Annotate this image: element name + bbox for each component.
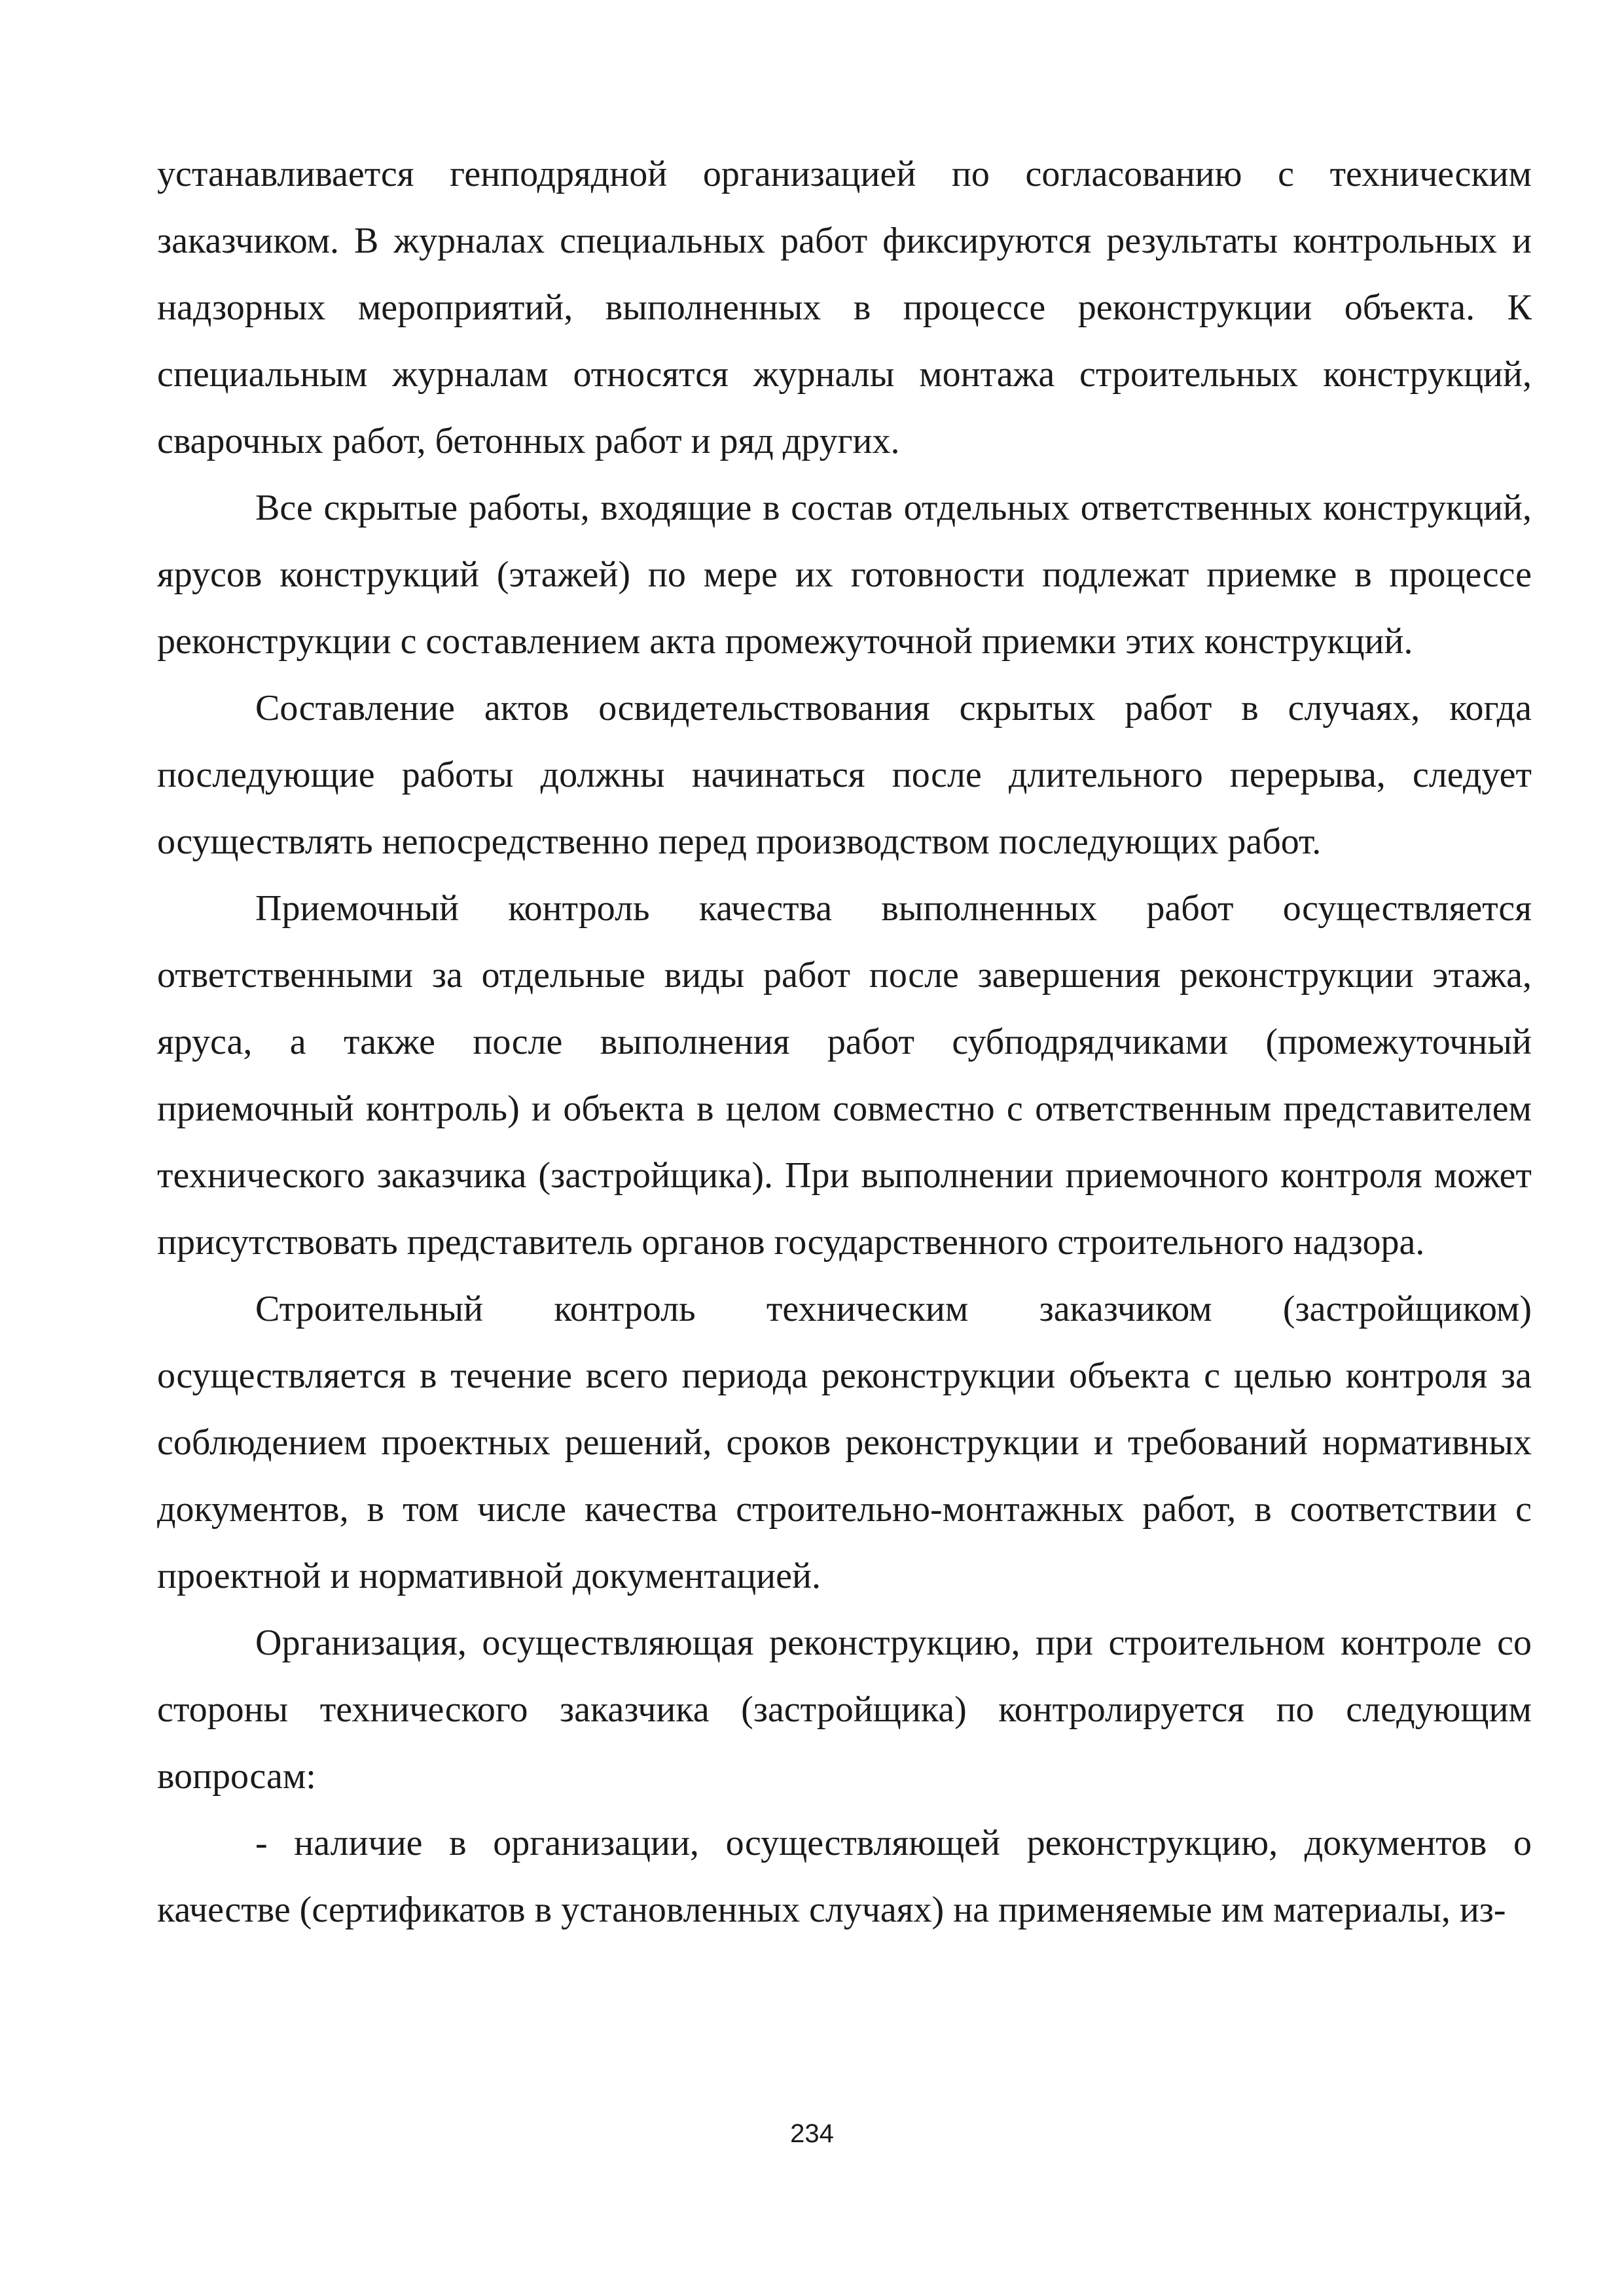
paragraph: Все скрытые работы, входящие в состав отдельных ответственных конструкций, ярусов конструкций (этажей) по мере их готовности подлежат приемке в процессе реконструкции с составлением акта промежуточной приемки этих конструкций. <box>157 488 1532 662</box>
paragraph: - наличие в организации, осуществляющей реконструкцию, документов о качестве (сертификатов в установленных случаях) на применяемые им материалы, из- <box>157 1823 1532 1930</box>
page-number: 234 <box>790 2119 834 2148</box>
paragraph: Строительный контроль техническим заказчиком (застройщиком) осуществляется в течение всего периода реконструкции объекта с целью контроля за соблюдением проектных решений, сроков реконструкции и требований нормативных документов, в том числе качества строительно-монтажных работ, в соответствии с проектной и нормативной документацией. <box>157 1289 1532 1596</box>
document-body <box>157 141 1532 1943</box>
paragraph: устанавливается генподрядной организацией по согласованию с техническим заказчиком. В журналах специальных работ фиксируются результаты контрольных и надзорных мероприятий, выполненных в процессе реконструкции объекта. К специальным журналам относятся журналы монтажа строительных конструкций, сварочных работ, бетонных работ и ряд других. <box>157 154 1532 461</box>
paragraph: Составление актов освидетельствования скрытых работ в случаях, когда последующие работы должны начинаться после длительного перерыва, следует осуществлять непосредственно перед производством последующих работ. <box>157 688 1532 862</box>
paragraph: Приемочный контроль качества выполненных работ осуществляется ответственными за отдельные виды работ после завершения реконструкции этажа, яруса, а также после выполнения работ субподрядчиками (промежуточный приемочный контроль) и объекта в целом совместно с ответственным представителем технического заказчика (застройщика). При выполнении приемочного контроля может присутствовать представитель органов государственного строительного надзора. <box>157 888 1532 1263</box>
paragraph: Организация, осуществляющая реконструкцию, при строительном контроле со стороны технического заказчика (застройщика) контролируется по следующим вопросам: <box>157 1623 1532 1797</box>
